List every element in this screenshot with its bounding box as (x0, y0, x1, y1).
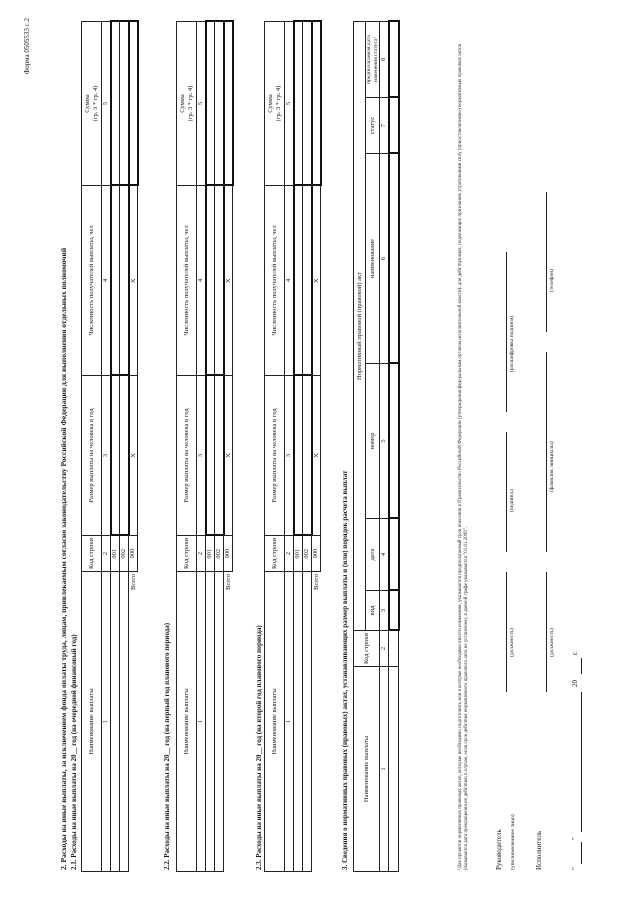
table-cell (215, 22, 224, 186)
col-num: 3 (285, 376, 294, 536)
section3-title: 3. Сведения о нормативных правовых (правовых) актах, устанавливающих размер выплаты и (или) порядок расчета выплат (341, 470, 349, 870)
s3-header-act: Нормативный правовой (правовой) акт (354, 21, 366, 630)
header-sum: Сумма (гр. 3 * гр. 4) (265, 22, 285, 186)
phone-caption: (телефон) (549, 268, 555, 292)
date-year-prefix: 20 (571, 680, 579, 687)
table-cell (215, 572, 224, 872)
position-caption: (должность) (509, 628, 515, 657)
col-num: 4 (285, 186, 294, 376)
row-code: 002 (120, 536, 129, 572)
date-quote-open: " (571, 867, 579, 870)
header-sum: Сумма (гр. 3 * гр. 4) (177, 22, 197, 186)
header-count: Численность получателей выплаты, чел (177, 186, 197, 376)
table-cell (224, 22, 233, 186)
header-count: Численность получателей выплаты, чел (265, 186, 285, 376)
table-cell (303, 22, 312, 186)
table-cell (389, 667, 399, 872)
row-code: 001 (294, 536, 303, 572)
table-cell (120, 186, 129, 376)
table-2-2-title: 2.2. Расходы на иные выплаты на 20__ год (на первый год планового периода) (163, 622, 171, 870)
table-cell (129, 22, 138, 186)
form-code: Форма 0505533 с.2 (23, 18, 31, 75)
table-cell (303, 376, 312, 536)
col-num: 5 (102, 22, 111, 186)
col-num: 5 (285, 22, 294, 186)
col-num: 2 (102, 536, 111, 572)
header-code: Код строки (82, 536, 102, 572)
date-year-line (581, 658, 582, 674)
rotated-form-page (20, 12, 620, 892)
col-num: 2 (197, 536, 206, 572)
table-cell (111, 186, 120, 376)
col-num: 1 (380, 667, 389, 872)
table-cell (206, 186, 215, 376)
table-cell (389, 154, 399, 364)
col-num: 1 (102, 572, 111, 872)
date-quote-close: " (571, 837, 579, 840)
s3-sub-header: дата (366, 519, 380, 591)
col-num: 7 (380, 98, 389, 154)
s3-header-code: Код строки (354, 631, 380, 667)
table-cell (389, 519, 399, 591)
table-cell (206, 22, 215, 186)
header-name: Наименование выплаты (265, 572, 285, 872)
table-2-2 (176, 21, 234, 873)
row-code: 002 (215, 536, 224, 572)
table-cell (294, 22, 303, 186)
col-num: 1 (285, 572, 294, 872)
col-num: 3 (102, 376, 111, 536)
col-num: 8 (380, 21, 389, 97)
table-cell (120, 22, 129, 186)
table-cell (389, 364, 399, 519)
s3-sub-header: вид (366, 591, 380, 631)
col-num: 4 (380, 519, 389, 591)
header-size: Размер выплаты на человека в год (177, 376, 197, 536)
table-cell (389, 591, 399, 631)
s3-sub-header: предполагаемая дата изменения статуса¹ (366, 21, 380, 97)
s3-header-name: Наименование выплаты (354, 667, 380, 872)
decode-caption: (расшифровка подписи) (509, 315, 515, 372)
table-cell (303, 572, 312, 872)
section2-title: 2. Расходы на иные выплаты, за исключением фонда оплаты труда, лицам, привлекаемым согласно законодательству Российской Федерации для выполнения отдельных полномочий (59, 247, 68, 870)
col-num: 6 (380, 154, 389, 364)
table-2-1 (81, 21, 139, 873)
col-num: 5 (380, 364, 389, 519)
header-count: Численность получателей выплаты, чел (82, 186, 102, 376)
s3-sub-header: номер (366, 364, 380, 519)
x-mark: X (312, 186, 321, 376)
x-mark: X (129, 376, 138, 536)
col-num: 4 (102, 186, 111, 376)
table-cell (111, 376, 120, 536)
date-month-line (581, 692, 582, 832)
col-num: 3 (380, 591, 389, 631)
table-cell (294, 186, 303, 376)
executor-phone-line (546, 192, 547, 332)
table-2-1-title: 2.1. Расходы на иные выплаты на 20__ год (на очередной финансовый год) (70, 634, 78, 870)
signature-caption: (подпись) (509, 489, 515, 512)
header-name: Наименование выплаты (177, 572, 197, 872)
executor-fio-line (546, 352, 547, 552)
fio-caption: (фамилия, инициалы) (549, 441, 555, 492)
row-code: 001 (111, 536, 120, 572)
header-code: Код строки (265, 536, 285, 572)
total-label: Всего (129, 574, 137, 590)
row-code: 001 (206, 536, 215, 572)
header-size: Размер выплаты на человека в год (82, 376, 102, 536)
col-num: 2 (380, 631, 389, 667)
header-name: Наименование выплаты (82, 572, 102, 872)
header-code: Код строки (177, 536, 197, 572)
table-cell (206, 376, 215, 536)
table-cell (215, 376, 224, 536)
table-2-3-title: 2.3. Расходы на иные выплаты на 20__ год (на второй год планового периода) (255, 625, 263, 870)
col-num: 2 (285, 536, 294, 572)
head-signature-line (506, 432, 507, 552)
table-cell (312, 22, 321, 186)
table-cell (111, 22, 120, 186)
row-code: 002 (303, 536, 312, 572)
table-cell (206, 572, 215, 872)
table-cell (215, 186, 224, 376)
footnote: ¹Для проектов нормативных правовых актов, которые необходимо подготовить или в которые необходимо внести изменения, указывается предполагаемый срок внесения в Правительство Российской Федерации (утверждения федеральным органом исполнительной власти); для действующих, подлежащих признанию утратившими силу (приостановлению) нормативных правовых актов указывается дата прекращения их действия; в случае, если срок действия нормативного правового акта не установлен, в данной графе указывается "01.01.2099". (458, 44, 470, 870)
x-mark: X (224, 186, 233, 376)
header-sum: Сумма (гр. 3 * гр. 4) (82, 22, 102, 186)
head-label: Руководитель (495, 829, 503, 870)
table-cell (120, 572, 129, 872)
date-day-line (581, 842, 582, 864)
table-cell (303, 186, 312, 376)
table-cell (111, 572, 120, 872)
table-cell (389, 631, 399, 667)
total-label: Всего (224, 574, 232, 590)
col-num: 5 (197, 22, 206, 186)
s3-sub-header: наименование (366, 154, 380, 364)
total-label: Всего (312, 574, 320, 590)
x-mark: X (129, 186, 138, 376)
table-cell (294, 572, 303, 872)
header-size: Размер выплаты на человека в год (265, 376, 285, 536)
total-code: 900 (312, 536, 321, 572)
x-mark: X (224, 376, 233, 536)
head-sub-label: (уполномоченное лицо) (510, 814, 516, 870)
table-cell (294, 376, 303, 536)
total-code: 900 (129, 536, 138, 572)
col-num: 4 (197, 186, 206, 376)
head-position-line (506, 572, 507, 692)
col-num: 1 (197, 572, 206, 872)
table-2-3 (264, 21, 322, 873)
total-code: 900 (224, 536, 233, 572)
s3-sub-header: статус (366, 98, 380, 154)
table-cell (120, 376, 129, 536)
date-suffix: г. (571, 651, 579, 655)
executor-position-line (546, 572, 547, 692)
x-mark: X (312, 376, 321, 536)
col-num: 3 (197, 376, 206, 536)
table-cell (389, 98, 399, 154)
table-3 (353, 20, 400, 872)
table-cell (389, 21, 399, 97)
head-decode-line (506, 252, 507, 412)
executor-label: Исполнитель (535, 830, 543, 870)
position-caption: (должность) (549, 628, 555, 657)
